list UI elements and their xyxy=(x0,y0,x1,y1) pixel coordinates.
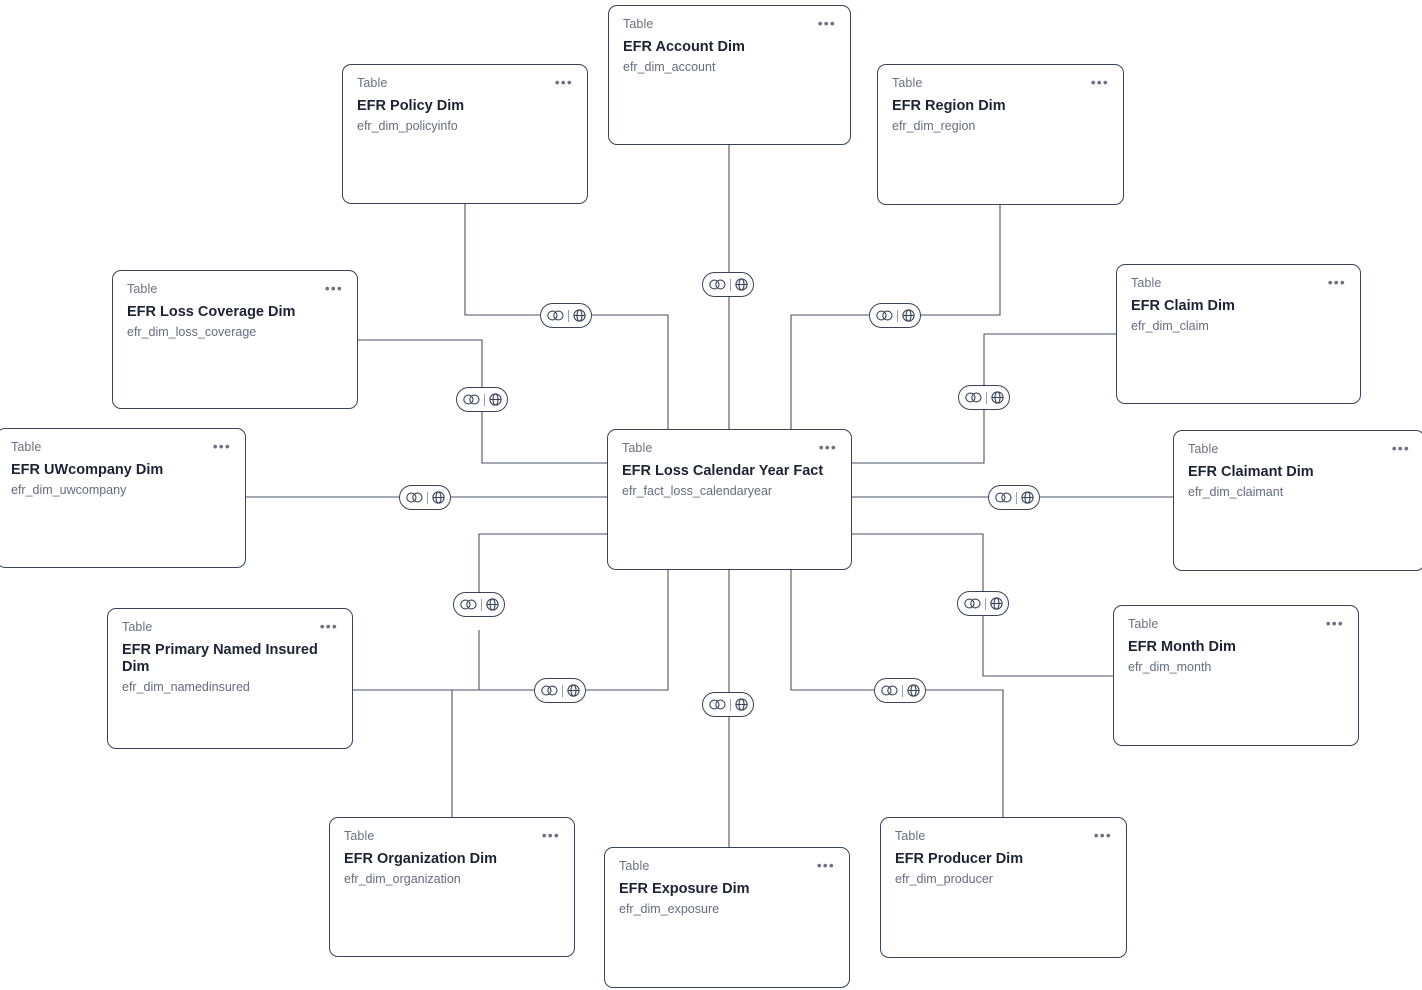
badge-divider xyxy=(897,310,898,322)
relationship-badge-policy[interactable] xyxy=(540,303,592,328)
node-kind-label: Table xyxy=(619,859,650,873)
more-options-icon[interactable]: ••• xyxy=(816,857,835,873)
node-kind-label: Table xyxy=(357,76,388,90)
more-options-icon[interactable]: ••• xyxy=(817,15,836,31)
badge-divider xyxy=(568,310,569,322)
relationship-badge-losscov[interactable] xyxy=(456,387,508,412)
badge-divider xyxy=(730,279,731,291)
globe-icon xyxy=(735,698,748,711)
more-options-icon[interactable]: ••• xyxy=(1327,274,1346,290)
one-to-one-icon xyxy=(541,685,558,696)
node-header xyxy=(623,17,836,31)
node-kind-label: Table xyxy=(895,829,926,843)
globe-icon xyxy=(735,278,748,291)
one-to-one-icon xyxy=(995,492,1012,503)
node-header xyxy=(1131,276,1346,290)
node-subtitle: efr_dim_policyinfo xyxy=(357,119,458,133)
node-title: EFR Claimant Dim xyxy=(1188,464,1314,480)
one-to-one-icon xyxy=(547,310,564,321)
more-options-icon[interactable]: ••• xyxy=(212,438,231,454)
globe-icon xyxy=(432,491,445,504)
node-subtitle: efr_dim_claim xyxy=(1131,319,1209,333)
node-title: EFR Month Dim xyxy=(1128,639,1236,655)
node-title: EFR Loss Coverage Dim xyxy=(127,304,296,320)
node-header xyxy=(895,829,1112,843)
more-options-icon[interactable]: ••• xyxy=(541,827,560,843)
node-header xyxy=(357,76,573,90)
node-header xyxy=(1128,617,1344,631)
globe-icon xyxy=(489,393,502,406)
table-node-claim[interactable] xyxy=(1116,264,1361,404)
more-options-icon[interactable]: ••• xyxy=(1090,74,1109,90)
badge-divider xyxy=(730,699,731,711)
globe-icon xyxy=(486,598,499,611)
relationship-badge-region[interactable] xyxy=(869,303,921,328)
more-options-icon[interactable]: ••• xyxy=(1093,827,1112,843)
node-subtitle: efr_dim_account xyxy=(623,60,716,74)
node-title: EFR Organization Dim xyxy=(344,851,498,867)
node-header xyxy=(1188,442,1410,456)
badge-divider xyxy=(902,685,903,697)
table-node-month[interactable] xyxy=(1113,605,1359,746)
one-to-one-icon xyxy=(965,392,982,403)
table-node-losscov[interactable] xyxy=(112,270,358,409)
globe-icon xyxy=(907,684,920,697)
relationship-badge-account[interactable] xyxy=(702,272,754,297)
node-kind-label: Table xyxy=(11,440,42,454)
node-header xyxy=(622,441,837,455)
badge-divider xyxy=(986,392,987,404)
badge-divider xyxy=(985,598,986,610)
one-to-one-icon xyxy=(406,492,423,503)
node-title: EFR Region Dim xyxy=(892,98,1006,114)
edge-org-2 xyxy=(452,630,479,817)
node-header xyxy=(122,620,338,634)
node-title: EFR Loss Calendar Year Fact xyxy=(622,463,824,479)
relationship-badge-claimant[interactable] xyxy=(988,485,1040,510)
table-node-producer[interactable] xyxy=(880,817,1127,958)
one-to-one-icon xyxy=(460,599,477,610)
one-to-one-icon xyxy=(709,279,726,290)
more-options-icon[interactable]: ••• xyxy=(818,439,837,455)
node-kind-label: Table xyxy=(1128,617,1159,631)
edge-producer xyxy=(926,690,1003,817)
edge-policy xyxy=(465,204,540,315)
globe-icon xyxy=(991,391,1004,404)
table-node-org[interactable] xyxy=(329,817,575,957)
more-options-icon[interactable]: ••• xyxy=(554,74,573,90)
node-kind-label: Table xyxy=(1188,442,1219,456)
relationship-badge-month[interactable] xyxy=(957,591,1009,616)
more-options-icon[interactable]: ••• xyxy=(319,618,338,634)
node-header xyxy=(127,282,343,296)
node-subtitle: efr_fact_loss_calendaryear xyxy=(622,484,773,498)
node-subtitle: efr_dim_uwcompany xyxy=(11,483,127,497)
globe-icon xyxy=(902,309,915,322)
node-subtitle: efr_dim_producer xyxy=(895,872,993,886)
one-to-one-icon xyxy=(876,310,893,321)
badge-divider xyxy=(562,685,563,697)
edge-month xyxy=(983,604,1113,676)
badge-divider xyxy=(1016,492,1017,504)
relationship-badge-uwcompany[interactable] xyxy=(399,485,451,510)
node-title: EFR Primary Named Insured Dim xyxy=(122,642,318,675)
badge-divider xyxy=(481,599,482,611)
one-to-one-icon xyxy=(881,685,898,696)
node-kind-label: Table xyxy=(344,829,375,843)
node-subtitle: efr_dim_loss_coverage xyxy=(127,325,257,339)
globe-icon xyxy=(573,309,586,322)
node-title: EFR Policy Dim xyxy=(357,98,465,114)
node-header xyxy=(11,440,231,454)
relationship-badge-exposure[interactable] xyxy=(702,692,754,717)
badge-divider xyxy=(484,394,485,406)
node-subtitle: efr_dim_exposure xyxy=(619,902,720,916)
edge-region-2 xyxy=(791,315,869,429)
node-subtitle: efr_dim_organization xyxy=(344,872,461,886)
node-kind-label: Table xyxy=(122,620,153,634)
table-node-policy[interactable] xyxy=(342,64,588,204)
relationship-badge-claim[interactable] xyxy=(958,385,1010,410)
node-title: EFR Exposure Dim xyxy=(619,881,750,897)
node-kind-label: Table xyxy=(623,17,654,31)
node-title: EFR Producer Dim xyxy=(895,851,1024,867)
node-header xyxy=(344,829,560,843)
more-options-icon[interactable]: ••• xyxy=(1391,440,1410,456)
node-header xyxy=(892,76,1109,90)
more-options-icon[interactable]: ••• xyxy=(324,280,343,296)
badge-divider xyxy=(427,492,428,504)
node-title: EFR Account Dim xyxy=(623,39,745,55)
edge-insured-2 xyxy=(586,570,668,690)
one-to-one-icon xyxy=(463,394,480,405)
one-to-one-icon xyxy=(709,699,726,710)
globe-icon xyxy=(990,597,1003,610)
one-to-one-icon xyxy=(964,598,981,609)
node-title: EFR UWcompany Dim xyxy=(11,462,164,478)
relationship-badge-org[interactable] xyxy=(453,592,505,617)
edge-policy-2 xyxy=(592,315,668,429)
relationship-badge-producer[interactable] xyxy=(874,678,926,703)
relationship-badge-insured[interactable] xyxy=(534,678,586,703)
globe-icon xyxy=(567,684,580,697)
node-subtitle: efr_dim_namedinsured xyxy=(122,680,250,694)
node-subtitle: efr_dim_region xyxy=(892,119,976,133)
node-kind-label: Table xyxy=(892,76,923,90)
node-kind-label: Table xyxy=(622,441,653,455)
node-subtitle: efr_dim_claimant xyxy=(1188,485,1284,499)
table-node-fact[interactable] xyxy=(607,429,852,570)
more-options-icon[interactable]: ••• xyxy=(1325,615,1344,631)
table-node-region[interactable] xyxy=(877,64,1124,205)
node-title: EFR Claim Dim xyxy=(1131,298,1235,314)
node-kind-label: Table xyxy=(127,282,158,296)
edge-region xyxy=(921,205,1000,315)
globe-icon xyxy=(1021,491,1034,504)
node-kind-label: Table xyxy=(1131,276,1162,290)
edge-producer-2 xyxy=(791,570,874,690)
table-node-insured[interactable] xyxy=(107,608,353,749)
node-subtitle: efr_dim_month xyxy=(1128,660,1212,674)
table-node-uwcompany[interactable] xyxy=(0,428,246,568)
table-node-account[interactable] xyxy=(608,5,851,145)
node-header xyxy=(619,859,835,873)
table-node-exposure[interactable] xyxy=(604,847,850,988)
table-node-claimant[interactable] xyxy=(1173,430,1422,571)
